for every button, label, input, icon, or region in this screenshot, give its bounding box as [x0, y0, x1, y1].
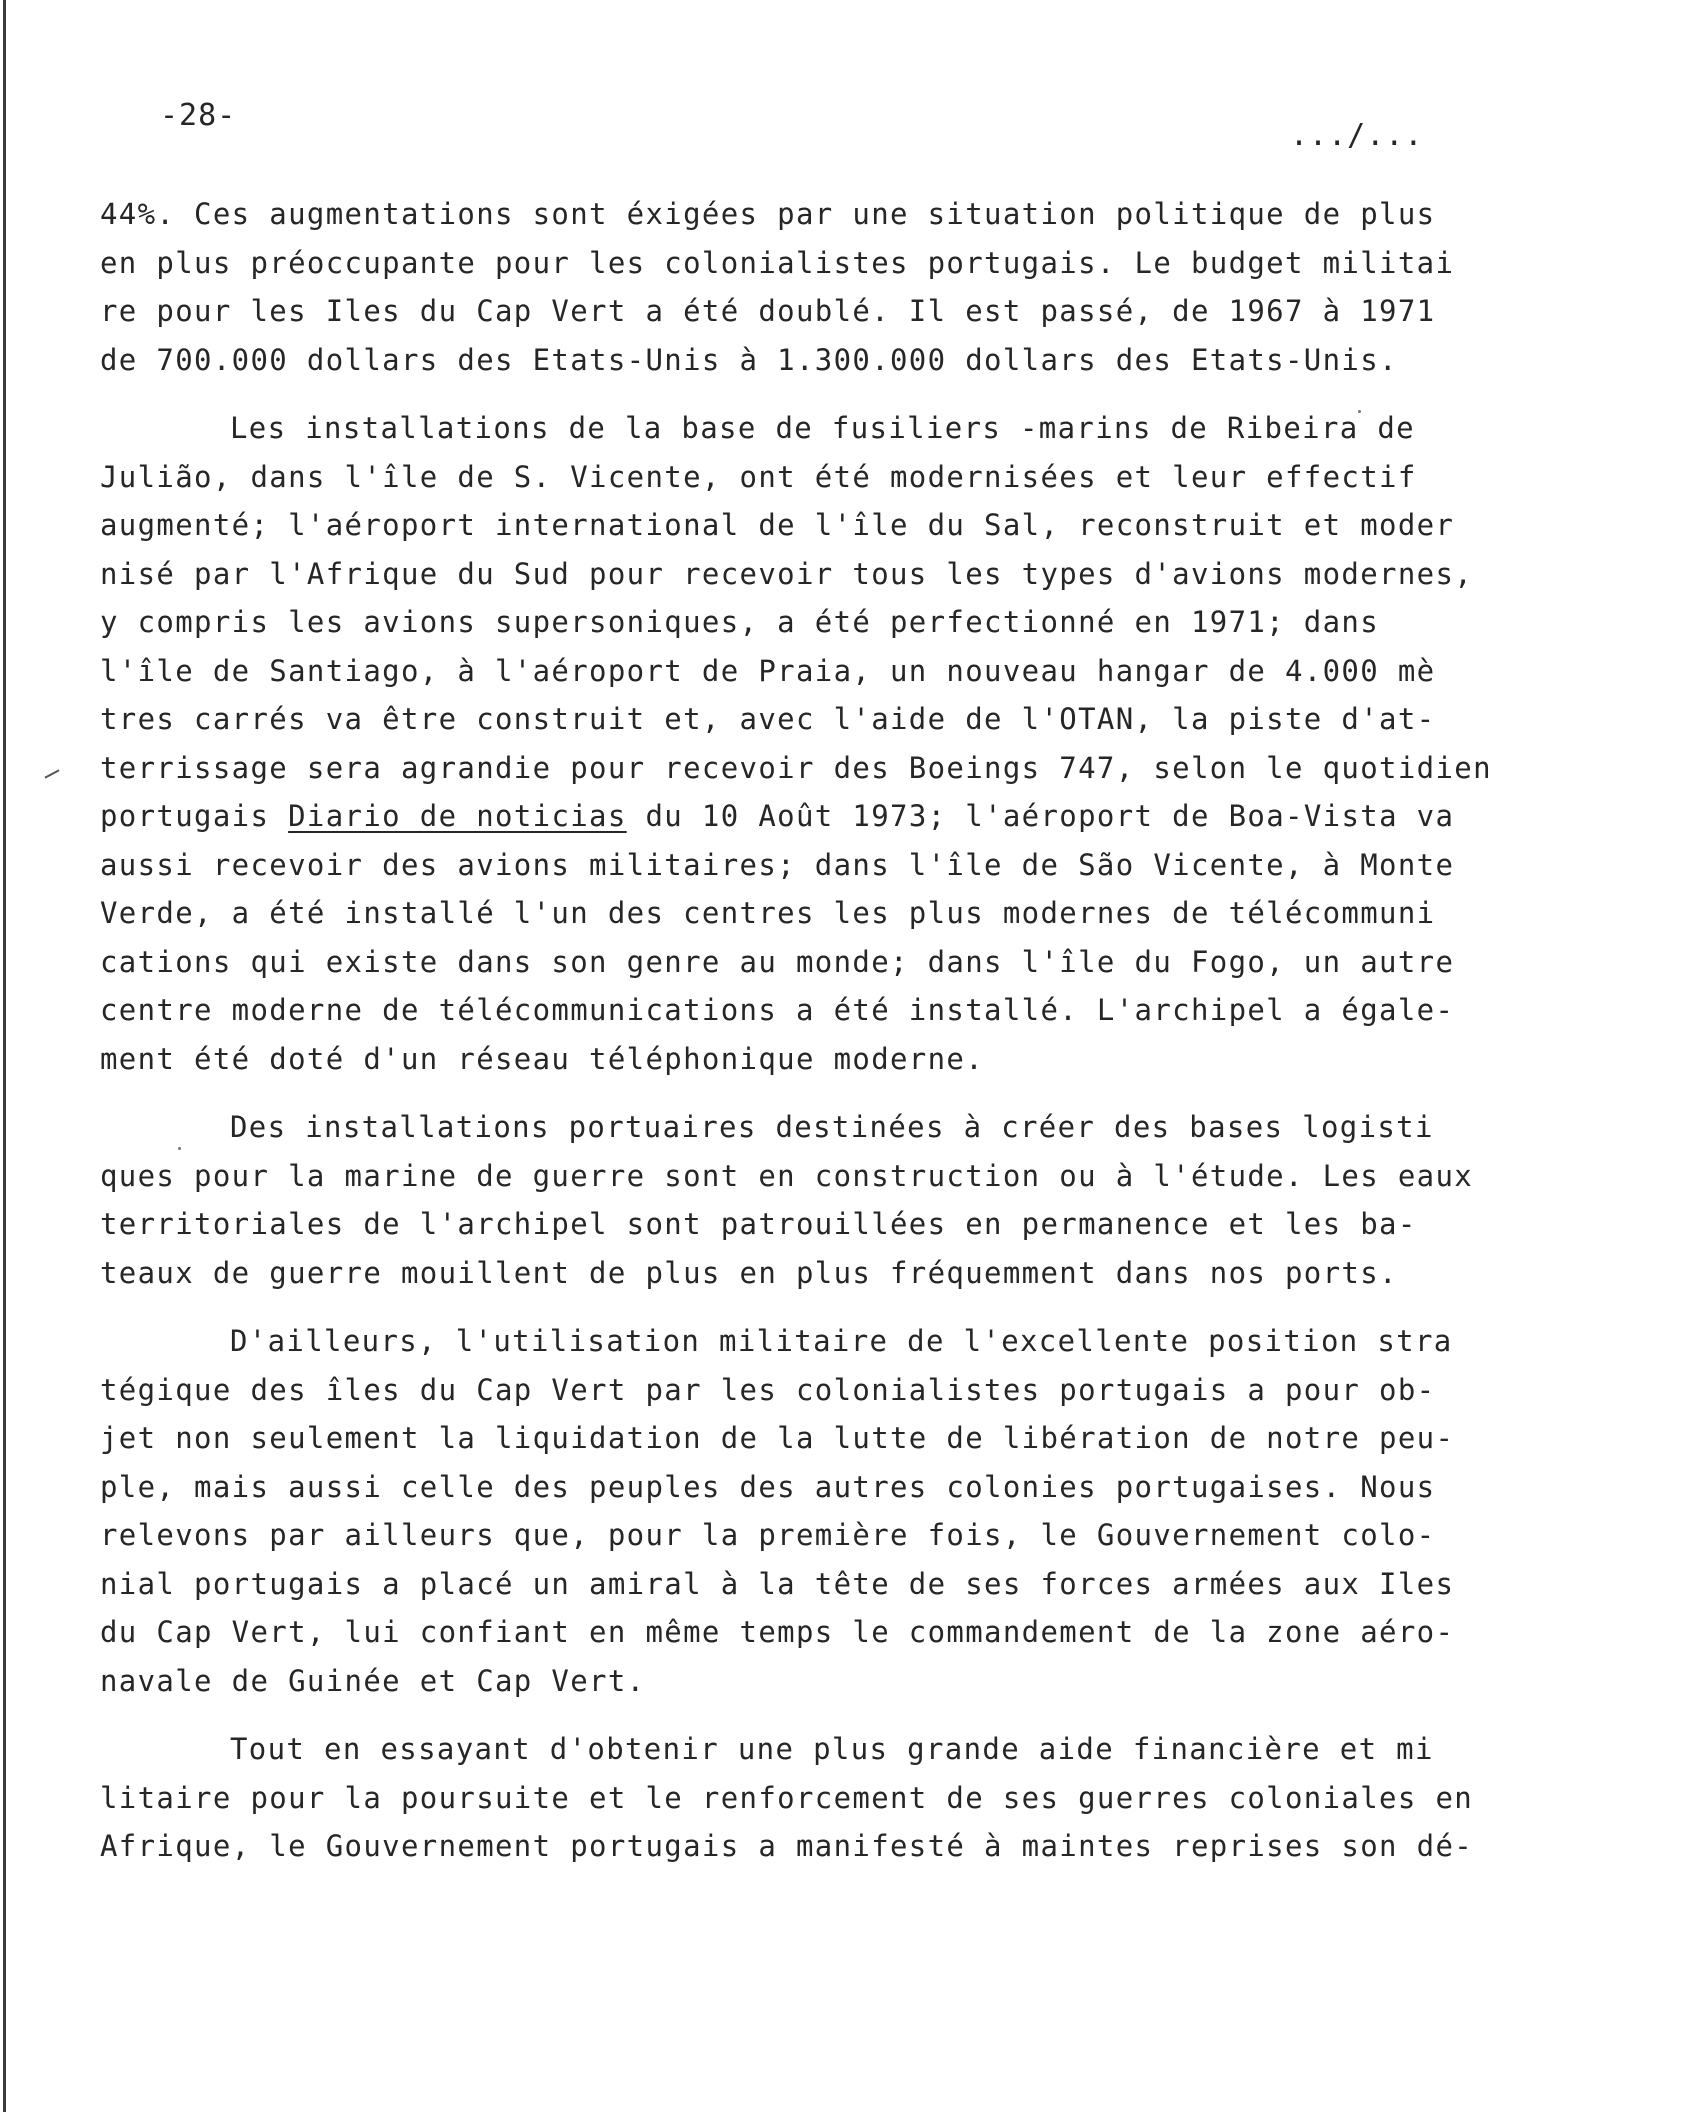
text-line: jet non seulement la liquidation de la lutte de libération de notre peu-	[100, 1421, 1455, 1455]
page-number: -28-	[160, 98, 237, 133]
text-line: litaire pour la poursuite et le renforcement de ses guerres coloniales en	[100, 1780, 1474, 1815]
text-line: nial portugais a placé un amiral à la tête de ses forces armées aux Iles	[100, 1566, 1455, 1601]
text-line: augmenté; l'aéroport international de l'île du Sal, reconstruit et moder	[100, 508, 1455, 542]
text-line: tégique des îles du Cap Vert par les colonialistes portugais a pour ob-	[100, 1372, 1436, 1407]
text-line: l'île de Santiago, à l'aéroport de Praia, un nouveau hangar de 4.000 mè	[100, 653, 1436, 688]
newspaper-title: Diario de noticias	[288, 799, 627, 833]
text-line: y compris les avions supersoniques, a été perfectionné en 1971; dans	[100, 605, 1380, 639]
text-line: du Cap Vert, lui confiant en même temps le commandement de la zone aéro-	[100, 1615, 1455, 1649]
text-line: Julião, dans l'île de S. Vicente, ont été modernisées et leur effectif	[100, 459, 1417, 494]
text-line: ple, mais aussi celle des peuples des autres colonies portugaises. Nous	[100, 1469, 1436, 1504]
paragraph	[100, 190, 1600, 384]
text-line: portugais Diario de noticias du 10 Août 1973; l'aéroport de Boa-Vista va	[100, 799, 1455, 833]
text-line: Afrique, le Gouvernement portugais a manifesté à maintes reprises son dé-	[100, 1829, 1474, 1863]
text-line: ques pour la marine de guerre sont en construction ou à l'étude. Les eaux	[100, 1158, 1474, 1193]
text-line: Des installations portuaires destinées à créer des bases logisti	[230, 1110, 1434, 1144]
text-line: Tout en essayant d'obtenir une plus grande aide financière et mi	[230, 1732, 1434, 1766]
text-line: en plus préoccupante pour les colonialistes portugais. Le budget militai	[100, 245, 1455, 280]
text-line: de 700.000 dollars des Etats-Unis à 1.300.000 dollars des Etats-Unis.	[100, 342, 1398, 377]
text-line: D'ailleurs, l'utilisation militaire de l'excellente position stra	[230, 1324, 1453, 1358]
text-line: relevons par ailleurs que, pour la première fois, le Gouvernement colo-	[100, 1518, 1436, 1552]
paragraph	[100, 1103, 1600, 1297]
text-line: aussi recevoir des avions militaires; dans l'île de São Vicente, à Monte	[100, 847, 1455, 882]
paragraph	[100, 1317, 1600, 1705]
paragraph	[100, 1725, 1600, 1871]
text-line: nisé par l'Afrique du Sud pour recevoir tous les types d'avions modernes,	[100, 556, 1474, 591]
text-line: Les installations de la base de fusiliers -marins de Ribeira de	[230, 411, 1415, 445]
body-text	[100, 190, 1600, 1891]
text-line: tres carrés va être construit et, avec l'aide de l'OTAN, la piste d'at-	[100, 702, 1436, 736]
text-line: navale de Guinée et Cap Vert.	[100, 1663, 646, 1698]
text-line: teaux de guerre mouillent de plus en plus fréquemment dans nos ports.	[100, 1255, 1398, 1290]
text-line: cations qui existe dans son genre au monde; dans l'île du Fogo, un autre	[100, 944, 1455, 979]
text-line: terrissage sera agrandie pour recevoir des Boeings 747, selon le quotidien	[100, 750, 1492, 785]
text-line: Verde, a été installé l'un des centres les plus modernes de télécommuni	[100, 896, 1436, 930]
text-line: re pour les Iles du Cap Vert a été doublé. Il est passé, de 1967 à 1971	[100, 294, 1436, 328]
text-line: ment été doté d'un réseau téléphonique moderne.	[100, 1041, 985, 1076]
text-line: centre moderne de télécommunications a été installé. L'archipel a égale-	[100, 993, 1455, 1027]
text-line: territoriales de l'archipel sont patrouillées en permanence et les ba-	[100, 1207, 1417, 1241]
margin-mark	[44, 769, 59, 778]
paragraph	[100, 404, 1600, 1083]
text-line: 44%. Ces augmentations sont éxigées par une situation politique de plus	[100, 197, 1436, 231]
continuation-mark: .../...	[1290, 118, 1424, 153]
page-edge-line	[3, 0, 6, 2112]
